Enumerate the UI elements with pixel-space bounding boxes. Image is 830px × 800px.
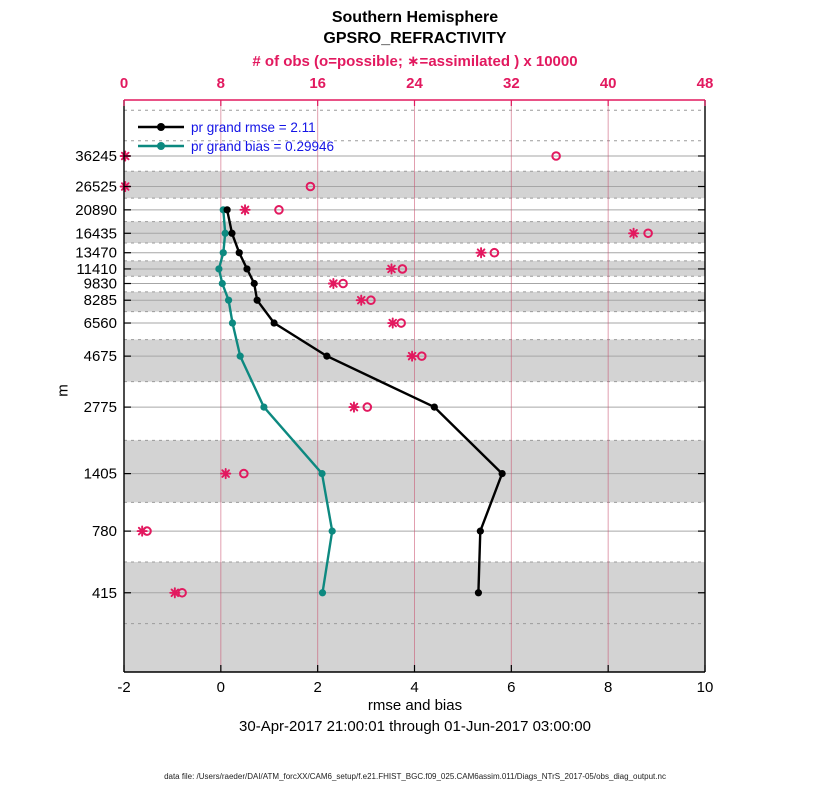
- chart-title-variable: GPSRO_REFRACTIVITY: [323, 30, 507, 47]
- pr-grand-bias-point: [219, 280, 226, 287]
- level-tick-label: 26525: [75, 178, 117, 196]
- level-tick-label: 20890: [75, 201, 117, 219]
- level-tick-label: 6560: [83, 315, 117, 333]
- top-tick-label: 40: [599, 75, 617, 92]
- pr-grand-rmse-point: [431, 403, 438, 410]
- pr-grand-rmse-point: [323, 353, 330, 360]
- top-tick-label: 8: [216, 75, 226, 92]
- top-axis-label: # of obs (o=possible; ∗=assimilated ) x 10000: [252, 53, 578, 70]
- legend-marker-sample: [157, 123, 165, 131]
- top-tick-label: 48: [696, 75, 714, 92]
- pr-grand-bias-point: [237, 353, 244, 360]
- legend-entry-label: pr grand bias = 0.29946: [191, 139, 334, 154]
- chart-title-region: Southern Hemisphere: [331, 9, 499, 26]
- level-tick-label: 13470: [75, 244, 117, 262]
- level-tick-label: 4675: [83, 348, 117, 366]
- y-axis-label: m: [54, 384, 72, 397]
- pr-grand-rmse-point: [254, 297, 261, 304]
- pr-grand-bias-point: [222, 230, 229, 237]
- pr-grand-rmse-point: [236, 249, 243, 256]
- bottom-tick-label: -2: [117, 679, 131, 696]
- top-tick-label: 24: [406, 75, 423, 92]
- pr-grand-rmse-point: [251, 280, 258, 287]
- pr-grand-rmse-point: [475, 589, 482, 596]
- pr-grand-rmse-point: [228, 230, 235, 237]
- bottom-tick-label: 4: [410, 679, 419, 696]
- pr-grand-bias-point: [260, 403, 267, 410]
- pr-grand-rmse-point: [477, 528, 484, 535]
- level-tick-label: 780: [91, 523, 117, 541]
- bottom-tick-label: 6: [507, 679, 516, 696]
- pr-grand-rmse-point: [243, 265, 250, 272]
- pr-grand-bias-point: [319, 589, 326, 596]
- top-tick-label: 32: [502, 75, 520, 92]
- bottom-tick-label: 2: [313, 679, 322, 696]
- top-tick-label: 0: [119, 75, 129, 92]
- level-tick-label: 2775: [83, 399, 117, 417]
- top-tick-label: 16: [309, 75, 327, 92]
- level-tick-label: 1405: [83, 465, 117, 483]
- pr-grand-rmse-point: [270, 319, 277, 326]
- pr-grand-bias-point: [318, 470, 325, 477]
- level-tick-label: 11410: [76, 260, 117, 278]
- pr-grand-bias-point: [329, 528, 336, 535]
- pr-grand-rmse-point: [499, 470, 506, 477]
- level-tick-label: 8285: [83, 292, 117, 310]
- level-tick-label: 36245: [75, 148, 117, 165]
- level-tick-label: 415: [91, 584, 117, 602]
- pr-grand-bias-point: [225, 297, 232, 304]
- data-file-path: data file: /Users/raeder/DAI/ATM_forcXX/CAM6_setup/f.e21.FHIST_BGC.f09_025.CAM6assim.011/Diags_NTrS_2017-05/obs_diag_output.nc: [164, 772, 666, 781]
- level-tick-label: 16435: [75, 225, 117, 243]
- legend-marker-sample: [157, 142, 165, 150]
- bottom-tick-label: 8: [603, 679, 613, 696]
- bottom-tick-label: 10: [696, 679, 714, 696]
- level-tick-label: 9830: [83, 275, 117, 293]
- pr-grand-bias-point: [220, 249, 227, 256]
- legend-entry-label: pr grand rmse = 2.11: [191, 120, 316, 135]
- bottom-tick-label: 0: [216, 679, 226, 696]
- pr-grand-bias-point: [229, 319, 236, 326]
- x-axis-label: rmse and bias: [367, 697, 463, 714]
- pr-grand-bias-point: [215, 265, 222, 272]
- pr-grand-rmse-point: [224, 206, 231, 213]
- time-period-caption: 30-Apr-2017 21:00:01 through 01-Jun-2017 03:00:00: [239, 718, 591, 735]
